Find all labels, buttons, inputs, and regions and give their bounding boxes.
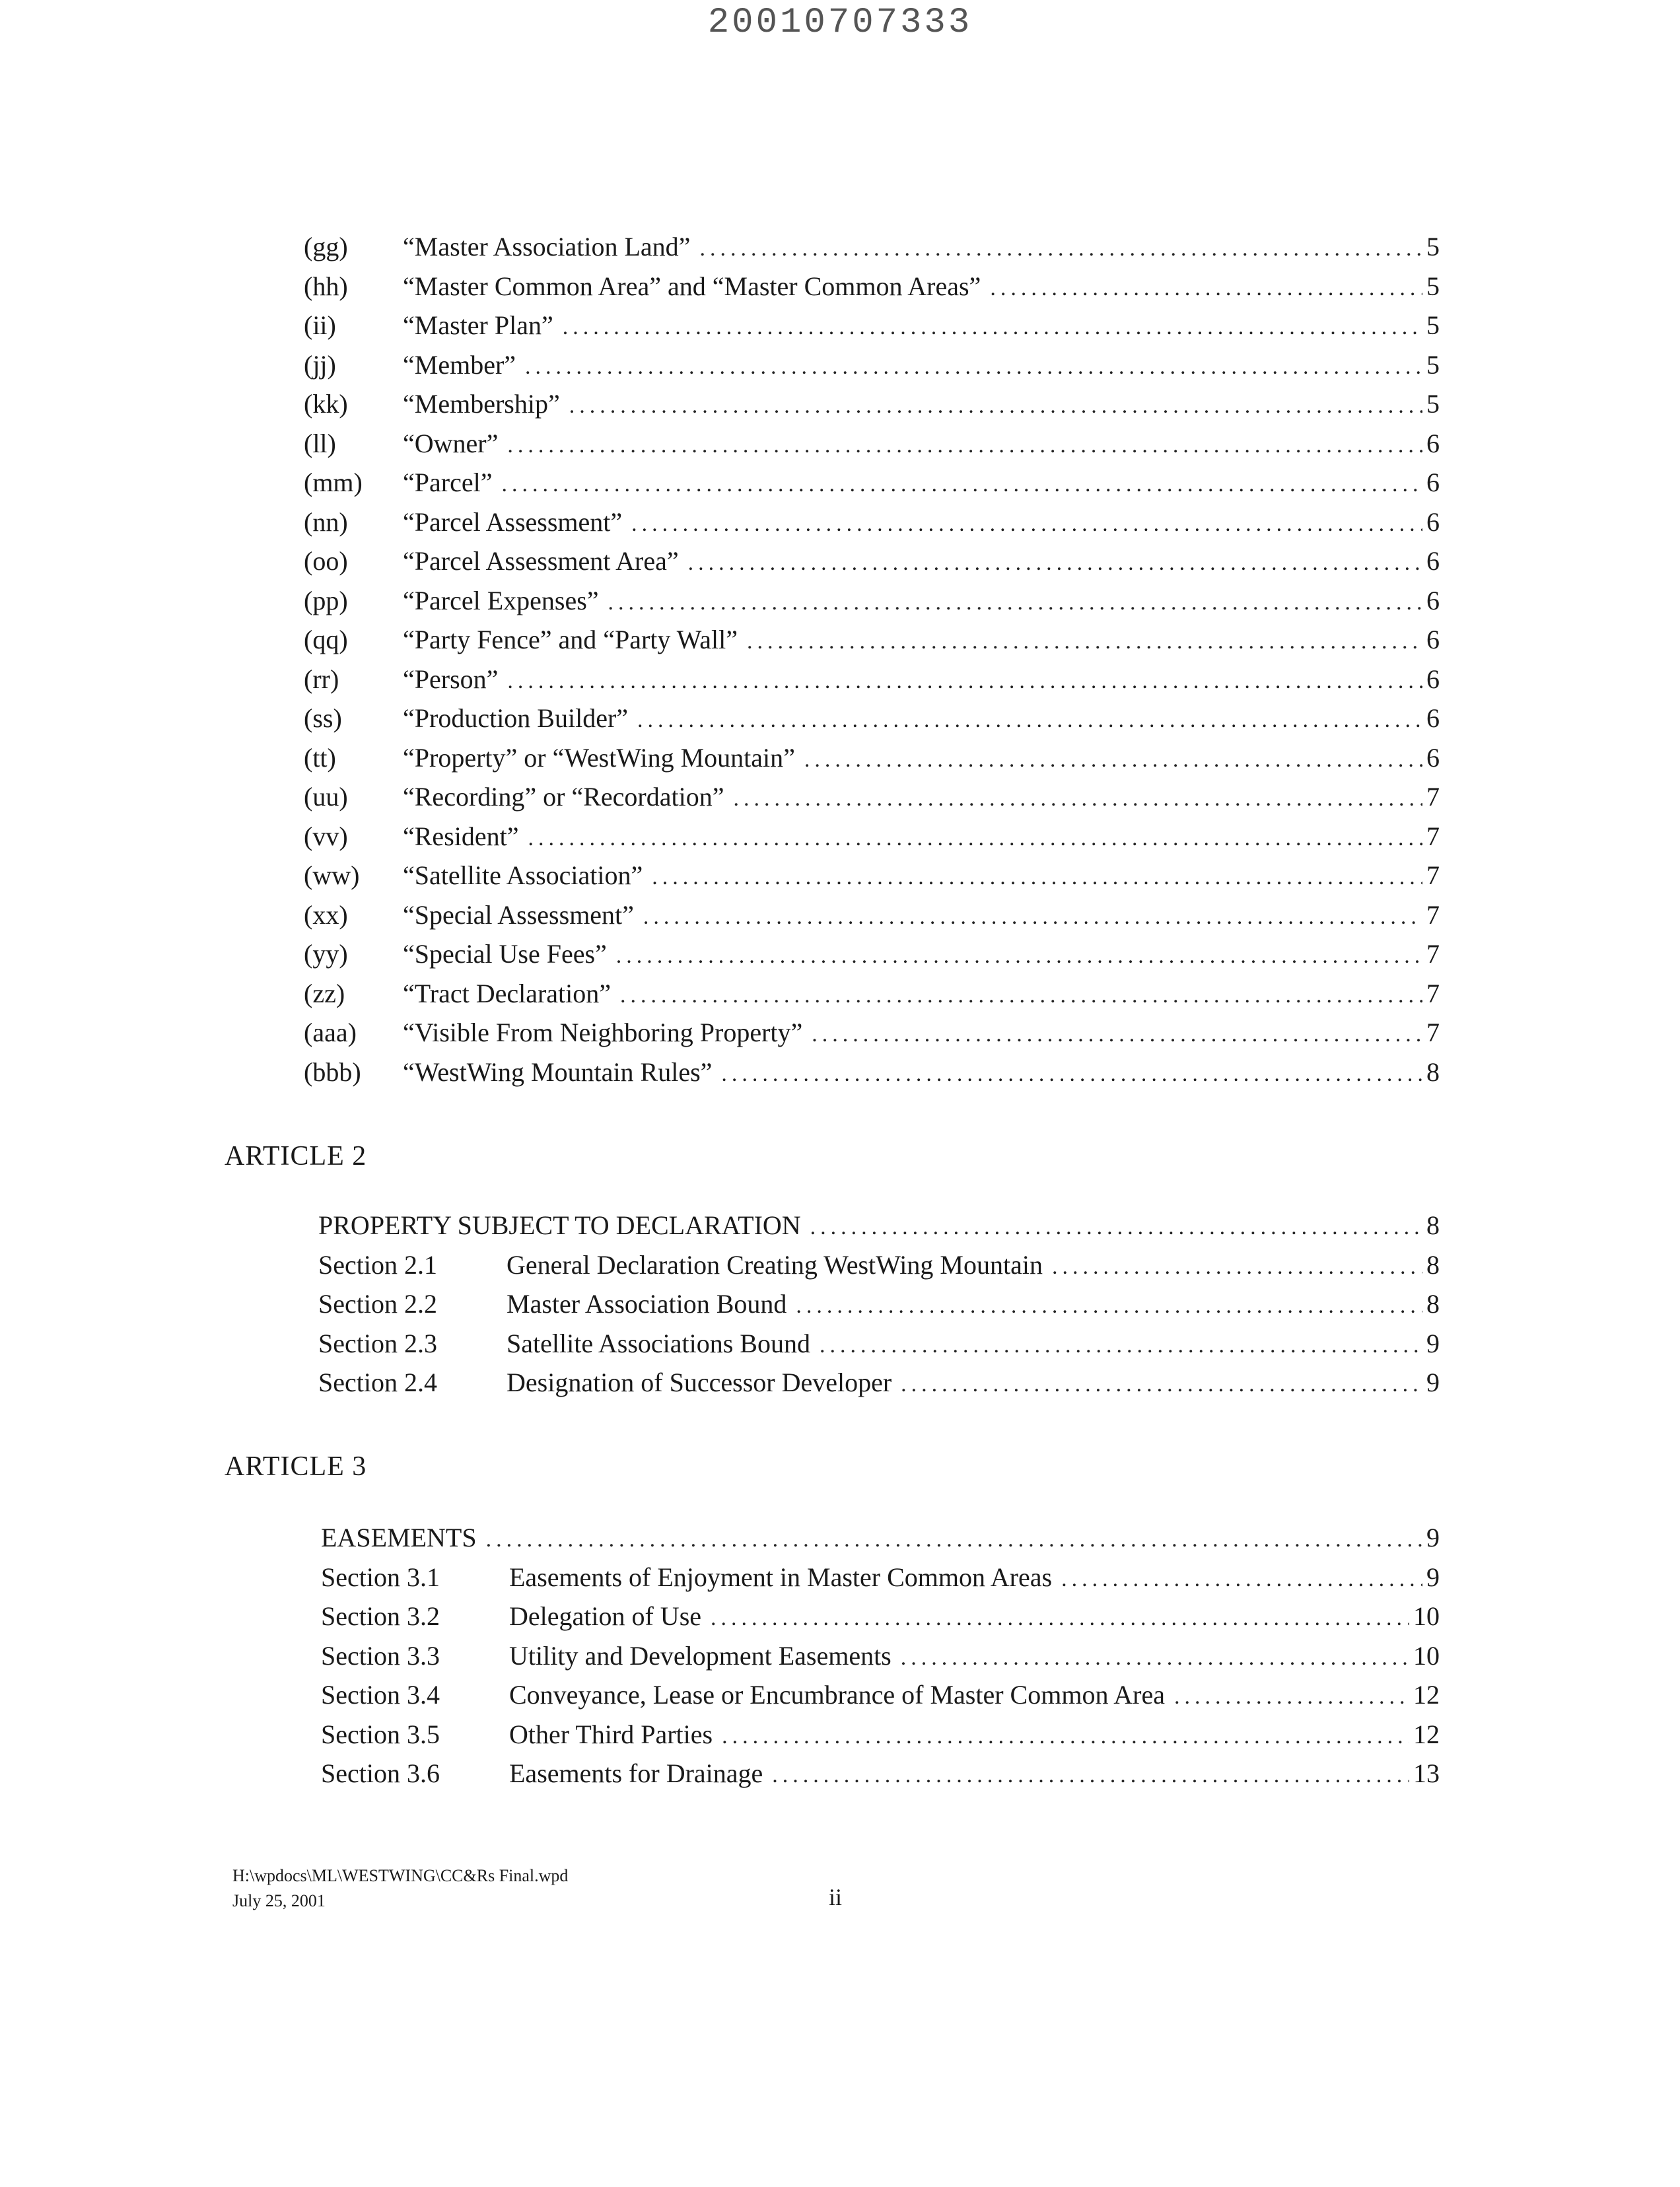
entry-key: (aaa) <box>304 1018 357 1047</box>
entry-page: 12 <box>1413 1680 1440 1710</box>
section-title: Designation of Successor Developer <box>507 1368 892 1397</box>
dot-leader <box>721 1062 1422 1087</box>
dot-leader <box>486 1527 1422 1552</box>
toc-section-2-4 <box>318 1367 1440 1406</box>
toc-entry-yy <box>304 938 1440 978</box>
section-key: Section 3.4 <box>321 1680 440 1710</box>
toc-section-3-5 <box>321 1719 1440 1758</box>
entry-key: (bbb) <box>304 1057 361 1087</box>
entry-page: 5 <box>1426 310 1440 340</box>
entry-title: “Parcel Assessment Area” <box>403 546 679 576</box>
entry-title: “Master Association Land” <box>403 232 691 261</box>
section-title: Master Association Bound <box>507 1289 787 1319</box>
entry-key: (uu) <box>304 782 348 812</box>
toc-entry-xx <box>304 899 1440 939</box>
section-title: Other Third Parties <box>509 1719 713 1749</box>
dot-leader <box>563 315 1422 340</box>
article-3-title-row <box>321 1522 1440 1562</box>
entry-title: “Party Fence” and “Party Wall” <box>403 625 738 654</box>
entry-page: 6 <box>1426 664 1440 694</box>
entry-key: (rr) <box>304 664 339 694</box>
dot-leader <box>772 1763 1409 1788</box>
toc-section-3-3 <box>321 1640 1440 1680</box>
toc-entry-ll <box>304 428 1440 468</box>
footer-page-number: ii <box>829 1884 843 1910</box>
toc-section-2-3 <box>318 1328 1440 1368</box>
section-key: Section 2.2 <box>318 1289 437 1319</box>
toc-entry-qq <box>304 624 1440 664</box>
entry-title: “Master Common Area” and “Master Common Areas” <box>403 271 981 301</box>
entry-key: (vv) <box>304 821 348 851</box>
dot-leader <box>652 865 1422 890</box>
dot-leader <box>901 1372 1422 1397</box>
dot-leader <box>631 512 1422 537</box>
entry-page: 5 <box>1426 349 1440 380</box>
dot-leader <box>507 433 1422 458</box>
definitions-list <box>304 231 1440 1095</box>
dot-leader <box>1052 1255 1422 1280</box>
section-key: Section 2.3 <box>318 1328 437 1358</box>
dot-leader <box>1061 1567 1422 1592</box>
toc-entry-nn <box>304 506 1440 546</box>
entry-page: 5 <box>1426 271 1440 301</box>
section-title: Easements of Enjoyment in Master Common Areas <box>509 1562 1053 1592</box>
dot-leader <box>796 1294 1422 1319</box>
section-title: General Declaration Creating WestWing Mountain <box>507 1249 1043 1280</box>
dot-leader <box>733 786 1422 812</box>
entry-title: “WestWing Mountain Rules” <box>403 1057 713 1087</box>
article-3-title: EASEMENTS <box>321 1523 477 1552</box>
toc-entry-uu <box>304 781 1440 821</box>
entry-title: “Special Use Fees” <box>403 939 607 969</box>
dot-leader <box>616 944 1422 969</box>
entry-title: “Resident” <box>403 821 519 851</box>
entry-page: 6 <box>1426 585 1440 615</box>
toc-section-3-6 <box>321 1758 1440 1797</box>
entry-title: “Parcel Assessment” <box>403 506 623 537</box>
entry-key: (mm) <box>304 468 363 497</box>
entry-page: 10 <box>1413 1640 1440 1671</box>
entry-key: (jj) <box>304 349 336 380</box>
dot-leader <box>711 1606 1409 1631</box>
toc-section-3-2 <box>321 1601 1440 1640</box>
dot-leader <box>643 905 1422 930</box>
entry-key: (gg) <box>304 232 348 261</box>
entry-page: 5 <box>1426 232 1440 261</box>
toc-entry-ii <box>304 310 1440 349</box>
toc-section-2-2 <box>318 1288 1440 1328</box>
entry-title: “Recording” or “Recordation” <box>403 782 724 812</box>
section-key: Section 3.1 <box>321 1562 440 1592</box>
section-key: Section 3.2 <box>321 1601 440 1631</box>
toc-entry-bbb <box>304 1057 1440 1096</box>
footer-file-info <box>232 1863 568 1914</box>
entry-key: (qq) <box>304 625 348 654</box>
toc-section-3-4 <box>321 1679 1440 1719</box>
entry-key: (yy) <box>304 939 348 969</box>
entry-page: 8 <box>1426 1249 1440 1280</box>
entry-title: “Production Builder” <box>403 703 629 733</box>
dot-leader <box>569 394 1422 419</box>
dot-leader <box>501 472 1422 497</box>
footer-file-path: H:\wpdocs\ML\WESTWING\CC&Rs Final.wpd <box>232 1866 569 1885</box>
article-3-heading: ARTICLE 3 <box>225 1451 367 1482</box>
section-title: Satellite Associations Bound <box>507 1328 810 1358</box>
entry-page: 8 <box>1426 1057 1440 1087</box>
dot-leader <box>804 747 1422 773</box>
dot-leader <box>990 276 1422 301</box>
entry-page: 5 <box>1426 389 1440 419</box>
entry-title: “Tract Declaration” <box>403 978 612 1008</box>
section-key: Section 2.1 <box>318 1249 437 1280</box>
toc-entry-gg <box>304 231 1440 271</box>
entry-page: 9 <box>1426 1562 1440 1592</box>
entry-key: (oo) <box>304 546 348 576</box>
dot-leader <box>901 1646 1409 1671</box>
entry-page: 9 <box>1426 1328 1440 1358</box>
article-2-heading: ARTICLE 2 <box>225 1141 367 1171</box>
document-number: 20010707333 <box>707 3 973 43</box>
toc-entry-pp <box>304 585 1440 625</box>
toc-entry-ww <box>304 860 1440 899</box>
entry-key: (ii) <box>304 310 336 340</box>
article-2-title: PROPERTY SUBJECT TO DECLARATION <box>318 1210 801 1240</box>
toc-entry-rr <box>304 664 1440 703</box>
entry-page: 7 <box>1426 821 1440 851</box>
toc-entry-zz <box>304 978 1440 1018</box>
section-title: Utility and Development Easements <box>509 1640 892 1671</box>
entry-page: 6 <box>1426 546 1440 576</box>
section-key: Section 3.6 <box>321 1758 440 1788</box>
entry-title: “Master Plan” <box>403 310 553 340</box>
toc-entry-mm <box>304 467 1440 506</box>
toc-entry-vv <box>304 821 1440 860</box>
section-title: Conveyance, Lease or Encumbrance of Master Common Area <box>509 1680 1165 1710</box>
toc-section-2-1 <box>318 1249 1440 1289</box>
dot-leader <box>722 1724 1409 1749</box>
section-key: Section 3.5 <box>321 1719 440 1749</box>
section-key: Section 2.4 <box>318 1368 437 1397</box>
entry-key: (kk) <box>304 389 348 419</box>
footer-date: July 25, 2001 <box>232 1891 326 1910</box>
entry-title: “Satellite Association” <box>403 860 643 890</box>
dot-leader <box>699 236 1422 261</box>
dot-leader <box>810 1215 1422 1240</box>
entry-title: “Property” or “WestWing Mountain” <box>403 742 795 773</box>
toc-entry-hh <box>304 271 1440 310</box>
toc-entry-ss <box>304 703 1440 742</box>
entry-key: (tt) <box>304 742 336 773</box>
dot-leader <box>1174 1684 1409 1710</box>
entry-page: 7 <box>1426 939 1440 969</box>
dot-leader <box>637 708 1422 733</box>
article-3-contents <box>321 1522 1440 1797</box>
entry-page: 7 <box>1426 860 1440 890</box>
entry-page: 6 <box>1426 625 1440 654</box>
entry-key: (hh) <box>304 271 348 301</box>
entry-page: 9 <box>1426 1368 1440 1397</box>
entry-page: 6 <box>1426 742 1440 773</box>
entry-page: 10 <box>1413 1601 1440 1631</box>
dot-leader <box>812 1022 1422 1047</box>
section-title: Easements for Drainage <box>509 1758 763 1788</box>
entry-title: “Visible From Neighboring Property” <box>403 1018 803 1047</box>
entry-page: 9 <box>1426 1523 1440 1552</box>
dot-leader <box>688 551 1422 576</box>
entry-title: “Special Assessment” <box>403 899 634 930</box>
entry-page: 12 <box>1413 1719 1440 1749</box>
entry-page: 6 <box>1426 468 1440 497</box>
entry-key: (pp) <box>304 585 348 615</box>
entry-title: “Member” <box>403 349 516 380</box>
entry-key: (nn) <box>304 506 348 537</box>
section-key: Section 3.3 <box>321 1640 440 1671</box>
toc-entry-oo <box>304 545 1440 585</box>
dot-leader <box>608 590 1422 615</box>
toc-entry-jj <box>304 349 1440 389</box>
article-2-contents <box>318 1210 1440 1406</box>
entry-page: 7 <box>1426 782 1440 812</box>
entry-page: 7 <box>1426 1018 1440 1047</box>
entry-page: 6 <box>1426 506 1440 537</box>
entry-page: 7 <box>1426 978 1440 1008</box>
dot-leader <box>528 826 1423 851</box>
dot-leader <box>747 629 1422 654</box>
entry-title: “Parcel” <box>403 468 493 497</box>
entry-page: 7 <box>1426 899 1440 930</box>
entry-key: (ww) <box>304 860 360 890</box>
toc-entry-tt <box>304 742 1440 782</box>
entry-title: “Person” <box>403 664 499 694</box>
dot-leader <box>620 983 1422 1008</box>
entry-title: “Membership” <box>403 389 560 419</box>
entry-page: 8 <box>1426 1210 1440 1240</box>
toc-entry-kk <box>304 388 1440 428</box>
toc-entry-aaa <box>304 1017 1440 1057</box>
article-2-title-row <box>318 1210 1440 1249</box>
entry-key: (ss) <box>304 703 342 733</box>
entry-title: “Owner” <box>403 428 499 458</box>
entry-key: (zz) <box>304 978 345 1008</box>
entry-page: 6 <box>1426 428 1440 458</box>
entry-page: 13 <box>1413 1758 1440 1788</box>
dot-leader <box>507 669 1422 694</box>
entry-key: (ll) <box>304 428 336 458</box>
toc-section-3-1 <box>321 1562 1440 1601</box>
entry-key: (xx) <box>304 899 348 930</box>
dot-leader <box>525 355 1422 380</box>
dot-leader <box>820 1333 1422 1358</box>
entry-title: “Parcel Expenses” <box>403 585 599 615</box>
entry-page: 8 <box>1426 1289 1440 1319</box>
entry-page: 6 <box>1426 703 1440 733</box>
section-title: Delegation of Use <box>509 1601 702 1631</box>
